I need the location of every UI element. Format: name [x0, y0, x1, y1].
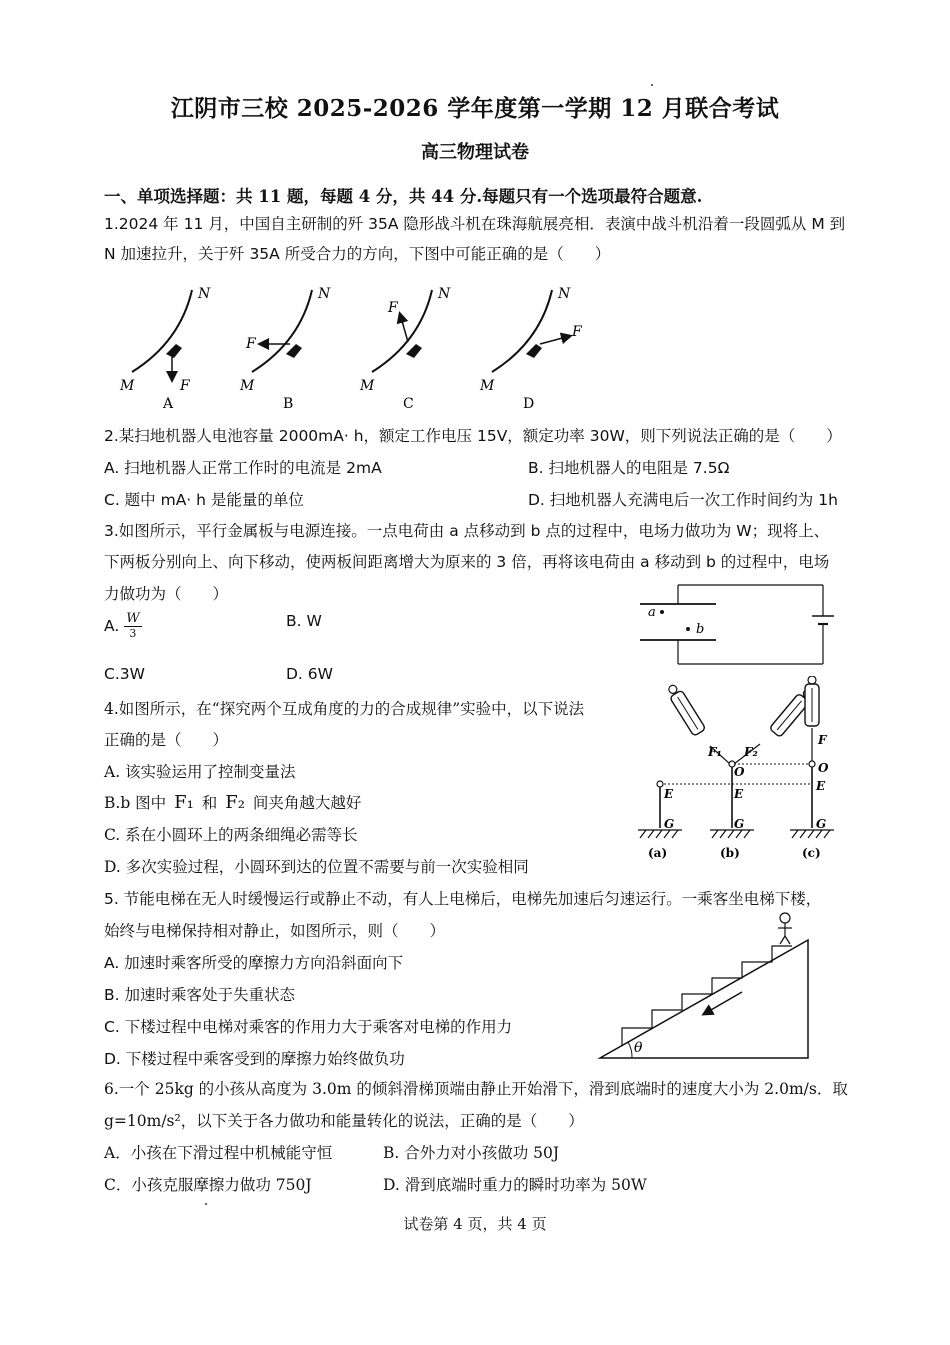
- q3-option-a-denominator: 3: [129, 627, 137, 640]
- label-o-c: O: [818, 761, 829, 775]
- label-g-a: G: [664, 817, 675, 831]
- option-label: A: [163, 396, 174, 412]
- label-n: N: [438, 286, 451, 302]
- label-e-b: E: [734, 787, 744, 801]
- scan-dot: [651, 84, 653, 86]
- q5-option-c: C. 下楼过程中电梯对乘客的作用力大于乘客对电梯的作用力: [104, 1018, 513, 1036]
- label-m: M: [120, 378, 135, 394]
- passenger-icon: [778, 913, 792, 944]
- force-arrow: [400, 314, 408, 342]
- q5-line1: 5. 节能电梯在无人时缓慢运行或静止不动，有人上电梯后，电梯先加速后匀速运行。一乘客坐电梯下楼，: [104, 890, 822, 908]
- label-b: b: [696, 622, 705, 637]
- label-m: M: [480, 378, 495, 394]
- label-f: F: [246, 336, 256, 352]
- label-g-c: G: [816, 817, 827, 831]
- q3-option-a-prefix: A.: [104, 617, 120, 635]
- label-f: F: [572, 324, 582, 340]
- q2-option-a: A. 扫地机器人正常工作时的电流是 2mA: [104, 459, 382, 477]
- q1-fig-d: [479, 286, 583, 412]
- label-panel-b: (b): [720, 846, 740, 860]
- q2-option-d: D. 扫地机器人充满电后一次工作时间约为 1h: [528, 491, 838, 509]
- q1-fig-b: [239, 286, 331, 412]
- q4-option-b-f1: F₁: [174, 792, 194, 813]
- jet-icon: [286, 344, 302, 358]
- q2-stem: 2.某扫地机器人电池容量 2000mA· h，额定工作电压 15V，额定功率 30W，则下列说法正确的是（ ）: [104, 427, 842, 445]
- label-panel-c: (c): [802, 846, 821, 860]
- q3-option-a-numerator: W: [126, 611, 140, 626]
- q4-option-b-f2: F₂: [225, 792, 245, 813]
- point-a: [660, 610, 664, 614]
- q5-escalator-figure: [596, 910, 814, 1062]
- escalator-incline: [600, 940, 808, 1058]
- label-f: F: [180, 378, 190, 394]
- page-footer: 试卷第 4 页，共 4 页: [403, 1215, 547, 1233]
- q3-option-d: D. 6W: [286, 665, 333, 683]
- q3-option-c: C.3W: [104, 665, 145, 683]
- label-n: N: [318, 286, 331, 302]
- q4-option-a: A. 该实验运用了控制变量法: [104, 763, 296, 781]
- q3-option-a: [104, 612, 142, 641]
- jet-icon: [166, 344, 182, 358]
- q1-line1: 1.2024 年 11 月，中国自主研制的歼 35A 隐形战斗机在珠海航展亮相．表演中战斗机沿着一段圆弧从 M 到: [104, 215, 846, 233]
- q4-option-b-suffix: 间夹角越大越好: [252, 794, 362, 812]
- q4-experiment-figure: [630, 676, 855, 866]
- q6-line2: g=10m/s²，以下关于各力做功和能量转化的说法，正确的是（ ）: [104, 1112, 584, 1130]
- q6-option-d: D. 滑到底端时重力的瞬时功率为 50W: [383, 1176, 647, 1194]
- point-b: [686, 627, 690, 631]
- q4-option-c: C. 系在小圆环上的两条细绳必需等长: [104, 826, 358, 844]
- label-a: a: [648, 605, 656, 620]
- q4-line2: 正确的是（ ）: [104, 731, 229, 749]
- spring-scale-c: [805, 676, 819, 726]
- exam-title: 江阴市三校 2025-2026 学年度第一学期 12 月联合考试: [170, 95, 780, 122]
- label-panel-a: (a): [648, 846, 668, 860]
- label-m: M: [360, 378, 375, 394]
- q4-option-b: [104, 791, 361, 813]
- label-e-c: E: [816, 779, 826, 793]
- q6-option-a: A．小孩在下滑过程中机械能守恒: [104, 1144, 333, 1162]
- label-f2: F₂: [744, 745, 758, 759]
- q3-capacitor-figure: [640, 580, 840, 670]
- q1-figures: [110, 280, 600, 415]
- jet-icon: [406, 344, 422, 358]
- label-n: N: [198, 286, 211, 302]
- label-o-b: O: [734, 765, 745, 779]
- q3-line3: 力做功为（ ）: [104, 585, 229, 603]
- label-e-a: E: [664, 787, 674, 801]
- option-label: C: [403, 396, 414, 412]
- q5-option-d: D. 下楼过程中乘客受到的摩擦力始终做负功: [104, 1050, 405, 1068]
- q6-option-c: C．小孩克服摩擦力做功 750J: [104, 1176, 312, 1194]
- q3-option-b: B. W: [286, 612, 322, 630]
- q4-option-b-prefix: B.b 图中: [104, 794, 167, 812]
- q5-option-b: B. 加速时乘客处于失重状态: [104, 986, 295, 1004]
- q4-option-d: D. 多次实验过程，小圆环到达的位置不需要与前一次实验相同: [104, 858, 529, 876]
- label-theta: θ: [634, 1040, 643, 1056]
- label-f: F: [818, 733, 827, 747]
- q3-line2: 下两板分别向上、向下移动，使两板间距离增大为原来的 3 倍，再将该电荷由 a 移动到 b 的过程中，电场: [104, 553, 830, 571]
- spring-scale-left: [665, 682, 706, 736]
- label-m: M: [240, 378, 255, 394]
- label-f1: F₁: [708, 745, 722, 759]
- label-n: N: [558, 286, 571, 302]
- q6-option-b: B. 合外力对小孩做功 50J: [383, 1144, 560, 1162]
- q4-line1: 4.如图所示，在“探究两个互成角度的力的合成规律”实验中，以下说法: [104, 700, 585, 718]
- label-g-b: G: [734, 817, 745, 831]
- label-f: F: [388, 300, 398, 316]
- q3-line1: 3.如图所示，平行金属板与电源连接。一点电荷由 a 点移动到 b 点的过程中，电场力做功为 W；现将上、: [104, 522, 830, 540]
- q1-line2: N 加速拉升，关于歼 35A 所受合力的方向，下图中可能正确的是（ ）: [104, 245, 611, 263]
- exam-subtitle: 高三物理试卷: [421, 142, 529, 163]
- q2-option-b: B. 扫地机器人的电阻是 7.5Ω: [528, 459, 730, 477]
- q1-fig-a: [119, 286, 211, 412]
- jet-icon: [526, 344, 542, 358]
- option-label: B: [283, 396, 294, 412]
- section-heading: 一、单项选择题：共 11 题，每题 4 分，共 44 分.每题只有一个选项最符合题意.: [104, 187, 703, 206]
- q2-option-c: C. 题中 mA· h 是能量的单位: [104, 491, 304, 509]
- option-label: D: [523, 396, 535, 412]
- q6-line1: 6.一个 25kg 的小孩从高度为 3.0m 的倾斜滑梯顶端由静止开始滑下，滑到底端时的速度大小为 2.0m/s．取: [104, 1080, 848, 1098]
- q1-fig-c: [359, 286, 451, 412]
- q5-option-a: A. 加速时乘客所受的摩擦力方向沿斜面向下: [104, 954, 404, 972]
- scan-dot: [205, 1203, 207, 1205]
- q5-line2: 始终与电梯保持相对静止，如图所示，则（ ）: [104, 922, 446, 940]
- q4-option-b-and: 和: [201, 794, 218, 812]
- force-arrow: [540, 336, 570, 344]
